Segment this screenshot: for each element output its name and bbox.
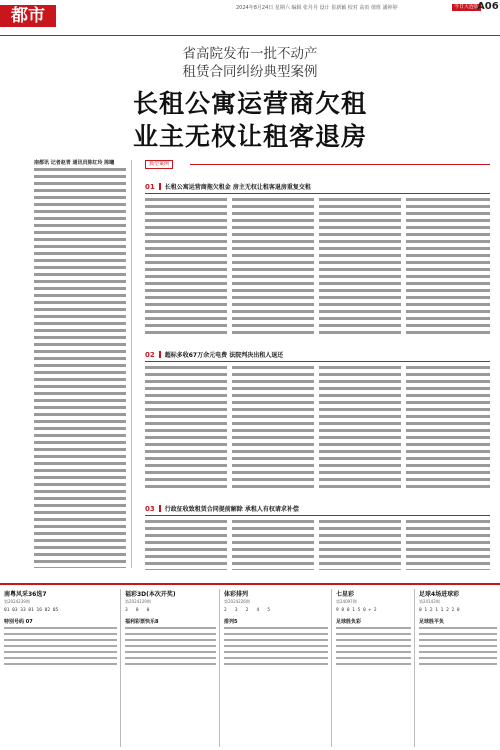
page-header	[0, 0, 500, 36]
lottery-prize-table	[125, 627, 216, 667]
section-marker-icon	[159, 505, 161, 512]
lottery-title: 体彩排列	[224, 591, 249, 598]
lottery-box-sports	[219, 589, 328, 747]
section-01-number: 01	[145, 183, 155, 191]
byline: 南都讯 记者赵青 通讯员陈红玲 陈曦	[34, 160, 115, 166]
lottery-title: 福彩3D(本次开奖)	[125, 591, 176, 598]
headline-main-line1: 长租公寓运营商欠租	[132, 89, 367, 118]
lottery-results	[0, 583, 500, 750]
section-02-number: 02	[145, 351, 155, 359]
lottery-subtitle: 足球胜平负	[419, 619, 445, 625]
lottery-numbers: 2 3 2 4 5	[224, 608, 271, 613]
special-label: 典型案例	[145, 160, 173, 169]
headline-kicker-line2: 租赁合同纠纷典型案例	[182, 64, 318, 80]
lottery-prize-table	[224, 627, 328, 667]
lottery-subtitle: 特别号码 07	[4, 619, 33, 625]
lottery-issue: 第2024226期	[224, 599, 250, 604]
section-03-title	[145, 504, 299, 513]
section-03-rule	[145, 515, 490, 516]
section-02-col1	[145, 366, 227, 491]
headline-main-line2: 业主无权让租客退房	[132, 122, 367, 151]
section-02-col2	[232, 366, 314, 491]
lottery-numbers: 0 1 2 1 1 2 2 0	[419, 608, 460, 613]
section-02-headline: 超标多收67万余元电费 法院判决出租人退还	[164, 352, 284, 359]
section-03-col1	[145, 520, 227, 570]
section-03-number: 03	[145, 505, 155, 513]
section-03-col4	[406, 520, 490, 570]
lottery-box-3d	[120, 589, 216, 747]
lottery-title: 七星彩	[336, 591, 355, 598]
lottery-box-football	[414, 589, 497, 747]
section-01-col1	[145, 198, 227, 338]
lottery-title: 南粤风采36选7	[4, 591, 47, 598]
section-02-rule	[145, 361, 490, 362]
lottery-subtitle: 足球胜负彩	[336, 619, 362, 625]
headline-kicker-line1: 省高院发布一批不动产	[182, 46, 318, 62]
section-label: 都市	[0, 5, 56, 27]
lottery-box-south-china	[4, 589, 117, 747]
section-03-col3	[319, 520, 401, 570]
lottery-issue: 第2024229期	[125, 599, 151, 604]
lead-article-text	[34, 168, 126, 568]
lottery-subtitle: 排列5	[224, 619, 238, 625]
section-01-rule	[145, 193, 490, 194]
section-02-col4	[406, 366, 490, 491]
lottery-prize-table	[4, 627, 117, 667]
section-01-col4	[406, 198, 490, 338]
dateline: 2024年8月24日 星期六 编辑 张丹丹 设计 崔新颖 校对 高寅 值班 潘婷婷	[236, 5, 398, 11]
section-02-col3	[319, 366, 401, 491]
lottery-numbers: 01 03 33 01 16 02 05	[4, 608, 59, 613]
lottery-subtitle: 福利彩票快乐8	[125, 619, 159, 625]
lottery-issue: 第2024239期	[4, 599, 30, 604]
section-marker-icon	[159, 183, 161, 190]
section-marker-icon	[159, 351, 161, 358]
section-01-title	[145, 182, 311, 191]
lottery-numbers: 9 8 0 1 5 0 + 2	[336, 608, 377, 613]
lottery-issue: 第24143期	[419, 599, 440, 604]
page-number: A06	[477, 1, 499, 12]
section-02-title	[145, 350, 283, 359]
lottery-box-seven-star	[331, 589, 411, 747]
lottery-numbers: 3 8 0	[125, 608, 150, 613]
lottery-prize-table	[336, 627, 411, 667]
column-divider	[131, 160, 132, 568]
lottery-issue: 第24097期	[336, 599, 357, 604]
section-01-headline: 长租公寓运营商拖欠租金 房主无权让租客退房重复交租	[164, 184, 311, 191]
section-01-col2	[232, 198, 314, 338]
lottery-prize-table	[419, 627, 497, 667]
section-03-headline: 行政征收致租赁合同提前解除 承租人有权请求补偿	[164, 506, 299, 513]
special-label-rule	[190, 164, 490, 165]
section-03-col2	[232, 520, 314, 570]
section-01-col3	[319, 198, 401, 338]
lottery-title: 足球4场进球彩	[419, 591, 460, 598]
edition-tag: 今日大连版	[454, 4, 480, 10]
